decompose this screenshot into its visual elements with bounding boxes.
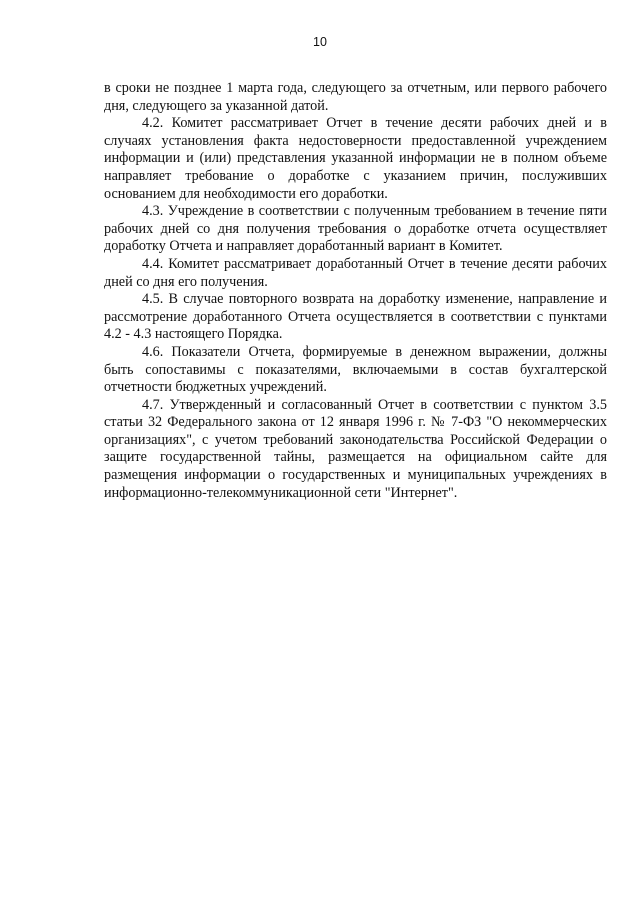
paragraph-continuation: в сроки не позднее 1 марта года, следующего за отчетным, или первого рабочего дня, следующего за указанной датой. — [104, 80, 607, 114]
paragraph-4-2: 4.2. Комитет рассматривает Отчет в течение десяти рабочих дней и в случаях установления факта недостоверности предоставленной учреждением информации и (или) представления указанной информации не в полном объеме направляет требование о доработке с указанием причин, послуживших основанием для необходимости его доработки. — [104, 115, 607, 202]
paragraph-4-3: 4.3. Учреждение в соответствии с полученным требованием в течение пяти рабочих дней со дня получения требования о доработке отчета осуществляет доработку Отчета и направляет доработанный вариант в Комитет. — [104, 203, 607, 255]
document-body — [104, 80, 607, 502]
page-number: 10 — [313, 35, 327, 49]
paragraph-4-4: 4.4. Комитет рассматривает доработанный Отчет в течение десяти рабочих дней со дня его получения. — [104, 255, 607, 290]
paragraph-4-5: 4.5. В случае повторного возврата на доработку изменение, направление и рассмотрение доработанного Отчета осуществляется в соответствии с пунктами 4.2 - 4.3 настоящего Порядка. — [104, 291, 607, 343]
paragraph-4-6: 4.6. Показатели Отчета, формируемые в денежном выражении, должны быть сопоставимы с показателями, включаемыми в состав бухгалтерской отчетности бюджетных учреждений. — [104, 343, 607, 396]
paragraph-4-7: 4.7. Утвержденный и согласованный Отчет в соответствии с пунктом 3.5 статьи 32 Федерального закона от 12 января 1996 г. № 7-ФЗ "О некоммерческих организациях", с учетом требований законодательства Российской Федерации о защите государственной тайны, размещается на официальном сайте для размещения информации о государственных и муниципальных учреждениях в информационно-телекоммуникационной сети "Интернет". — [104, 396, 607, 501]
